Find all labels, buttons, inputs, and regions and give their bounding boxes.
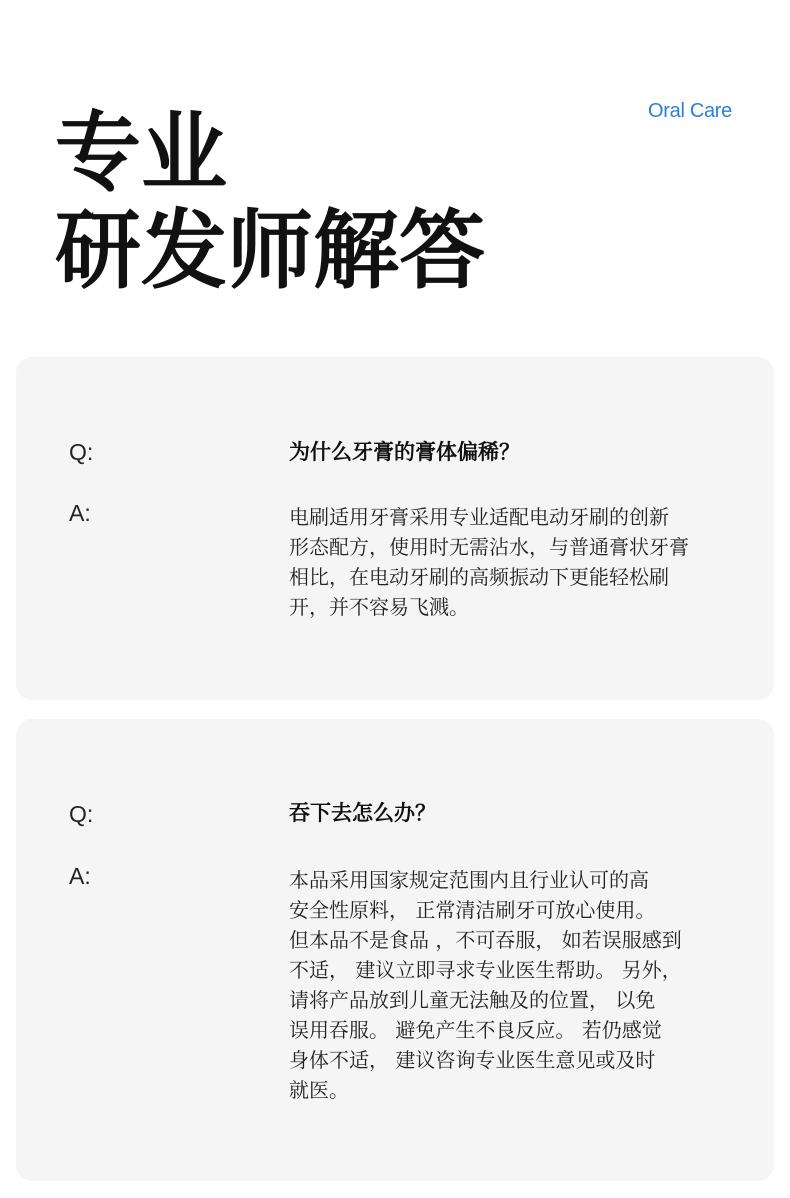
answer-marker: A:: [69, 500, 91, 526]
question-marker: Q:: [69, 801, 94, 827]
faq-card-swallowed: [16, 719, 774, 1181]
answer-line: 开，并不容易飞溅。: [289, 595, 469, 619]
page-title-line-2: 研发师解答: [55, 201, 485, 301]
faq-question: 吞下去怎么办？: [289, 801, 436, 825]
faq-answer: [289, 502, 734, 622]
brand-tag: Oral Care: [648, 100, 732, 122]
answer-line: 形态配方，使用时无需沾水，与普通膏状牙膏: [289, 535, 689, 559]
answer-line: 就医。: [289, 1078, 349, 1102]
answer-line: 误用吞服。 避免产生不良反应。 若仍感觉: [289, 1018, 662, 1042]
answer-line: 不适， 建议立即寻求专业医生帮助。 另外，: [289, 958, 682, 982]
answer-line: 安全性原料， 正常清洁刷牙可放心使用。: [289, 898, 656, 922]
answer-line: 电刷适用牙膏采用专业适配电动牙刷的创新: [289, 505, 669, 529]
faq-question: 为什么牙膏的膏体偏稀？: [289, 440, 520, 464]
answer-line: 本品采用国家规定范围内且行业认可的高: [289, 868, 649, 892]
faq-card-toothpaste-consistency: [16, 357, 774, 700]
answer-line: 相比，在电动牙刷的高频振动下更能轻松刷: [289, 565, 669, 589]
answer-marker: A:: [69, 863, 91, 889]
faq-answer: [289, 865, 734, 1105]
page-title-line-1: 专业: [55, 103, 227, 203]
answer-line: 但本品不是食品 ，不可吞服， 如若误服感到: [289, 928, 682, 952]
answer-line: 身体不适， 建议咨询专业医生意见或及时: [289, 1048, 656, 1072]
page-title: [55, 104, 485, 300]
answer-line: 请将产品放到儿童无法触及的位置， 以免: [289, 988, 656, 1012]
question-marker: Q:: [69, 439, 94, 465]
